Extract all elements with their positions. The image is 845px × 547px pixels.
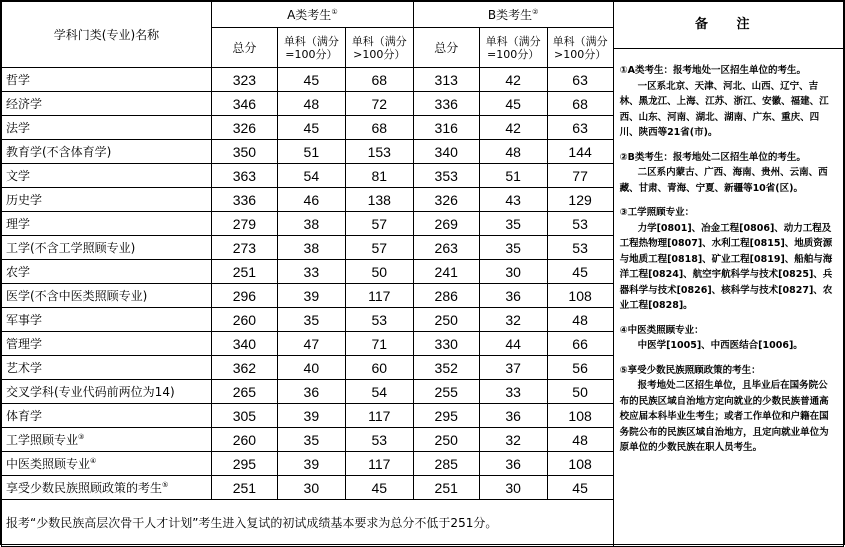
subject-name: 文学: [2, 164, 212, 188]
a-single-over-100-cell: 72: [345, 92, 413, 116]
b-total-cell: 340: [413, 140, 479, 164]
b-total-cell: 263: [413, 236, 479, 260]
a-total-cell: 346: [211, 92, 277, 116]
a-single-over-100-cell: 138: [345, 188, 413, 212]
b-single-over-100-cell: 68: [547, 92, 613, 116]
a-single-over-100-cell: 68: [345, 116, 413, 140]
a-total-cell: 251: [211, 476, 277, 500]
note-3-body: 力学[0801]、冶金工程[0806]、动力工程及工程热物理[0807]、水利工程[0815]、地质资源与地质工程[0818]、矿业工程[0819]、船舶与海洋工程[0824]、航空宇航科学与技术[0825]、兵器科学与技术[0826]、核科学与技术[0827]、农业工程[0828]。: [619, 222, 833, 311]
subject-name: 艺术学: [2, 356, 212, 380]
b-single-over-100-cell: 48: [547, 308, 613, 332]
a-single-100-cell: 39: [277, 452, 345, 476]
subject-name: 历史学: [2, 188, 212, 212]
a-single-100-cell: 35: [277, 308, 345, 332]
notes-header: 备 注: [614, 2, 843, 49]
a-single-over-100-cell: 81: [345, 164, 413, 188]
a-total-cell: 340: [211, 332, 277, 356]
a-single-100-header: 单科（满分=100分）: [277, 28, 345, 68]
a-single-over-100-cell: 60: [345, 356, 413, 380]
b-single-over-100-cell: 45: [547, 476, 613, 500]
subject-name: 经济学: [2, 92, 212, 116]
b-single-100-cell: 44: [479, 332, 547, 356]
a-total-cell: 296: [211, 284, 277, 308]
a-total-cell: 336: [211, 188, 277, 212]
b-single-100-header: 单科（满分=100分）: [479, 28, 547, 68]
b-single-100-cell: 37: [479, 356, 547, 380]
a-single-100-cell: 46: [277, 188, 345, 212]
subject-name: 军事学: [2, 308, 212, 332]
b-single-100-cell: 33: [479, 380, 547, 404]
a-single-100-cell: 39: [277, 284, 345, 308]
a-single-100-cell: 39: [277, 404, 345, 428]
subject-name: 教育学(不含体育学): [2, 140, 212, 164]
note-2-title: ②B类考生：报考地处二区招生单位的考生。: [619, 151, 806, 163]
b-single-100-cell: 30: [479, 476, 547, 500]
b-single-over-100-cell: 77: [547, 164, 613, 188]
score-table: [1, 1, 844, 547]
a-total-cell: 279: [211, 212, 277, 236]
a-single-100-cell: 45: [277, 68, 345, 92]
a-single-100-cell: 51: [277, 140, 345, 164]
a-single-100-cell: 45: [277, 116, 345, 140]
a-total-cell: 326: [211, 116, 277, 140]
note-5-body: 报考地处二区招生单位，且毕业后在国务院公布的民族区域自治地方定向就业的少数民族普通高校应届本科毕业生考生；或者工作单位和户籍在国务院公布的民族区域自治地方，且定向就业单位为原单位的少数民族在职人员考生。: [619, 380, 829, 453]
b-single-over-100-cell: 53: [547, 212, 613, 236]
note-3-title: ③工学照顾专业：: [619, 207, 695, 218]
a-total-cell: 363: [211, 164, 277, 188]
b-total-cell: 250: [413, 308, 479, 332]
subject-name: 工学(不含工学照顾专业): [2, 236, 212, 260]
a-total-cell: 305: [211, 404, 277, 428]
b-total-header: 总分: [413, 28, 479, 68]
a-total-header: 总分: [211, 28, 277, 68]
b-total-cell: 352: [413, 356, 479, 380]
b-single-100-cell: 35: [479, 236, 547, 260]
b-total-cell: 326: [413, 188, 479, 212]
a-total-cell: 251: [211, 260, 277, 284]
b-total-cell: 286: [413, 284, 479, 308]
subject-name: 医学(不含中医类照顾专业): [2, 284, 212, 308]
b-single-over-100-cell: 66: [547, 332, 613, 356]
b-single-100-cell: 32: [479, 428, 547, 452]
b-total-cell: 250: [413, 428, 479, 452]
notes-column: [613, 2, 843, 547]
b-single-over-100-cell: 48: [547, 428, 613, 452]
subject-name: 理学: [2, 212, 212, 236]
b-total-cell: 255: [413, 380, 479, 404]
a-total-cell: 273: [211, 236, 277, 260]
a-single-100-cell: 38: [277, 236, 345, 260]
a-total-cell: 265: [211, 380, 277, 404]
subject-name: 享受少数民族照顾政策的考生⑤: [2, 476, 212, 500]
b-single-100-cell: 36: [479, 404, 547, 428]
group-b-header: B类考生②: [413, 2, 613, 28]
b-total-cell: 285: [413, 452, 479, 476]
b-single-over-100-cell: 63: [547, 116, 613, 140]
footer-note: 报考“少数民族高层次骨干人才计划”考生进入复试的初试成绩基本要求为总分不低于251分。: [2, 500, 614, 547]
b-total-cell: 313: [413, 68, 479, 92]
subject-column-header: 学科门类(专业)名称: [2, 2, 212, 68]
a-total-cell: 260: [211, 308, 277, 332]
a-single-over-100-cell: 153: [345, 140, 413, 164]
b-single-over-100-cell: 108: [547, 284, 613, 308]
b-single-100-cell: 43: [479, 188, 547, 212]
a-single-100-cell: 48: [277, 92, 345, 116]
a-total-cell: 362: [211, 356, 277, 380]
b-single-100-cell: 42: [479, 116, 547, 140]
group-a-header: A类考生①: [211, 2, 413, 28]
subject-name: 交叉学科(专业代码前两位为14): [2, 380, 212, 404]
b-total-cell: 241: [413, 260, 479, 284]
note-tcm: [620, 323, 837, 354]
a-single-over-100-cell: 68: [345, 68, 413, 92]
subject-name: 哲学: [2, 68, 212, 92]
note-5-title: ⑤享受少数民族照顾政策的考生：: [619, 364, 761, 376]
a-single-100-cell: 40: [277, 356, 345, 380]
b-single-over-100-cell: 53: [547, 236, 613, 260]
note-engineering: [620, 205, 837, 314]
b-single-100-cell: 36: [479, 284, 547, 308]
b-total-cell: 316: [413, 116, 479, 140]
b-single-100-cell: 30: [479, 260, 547, 284]
note-1-title: ①A类考生：报考地处一区招生单位的考生。: [619, 65, 806, 76]
b-total-cell: 353: [413, 164, 479, 188]
b-single-100-cell: 45: [479, 92, 547, 116]
b-total-cell: 295: [413, 404, 479, 428]
b-single-over-100-cell: 56: [547, 356, 613, 380]
b-single-100-cell: 35: [479, 212, 547, 236]
a-single-over-100-cell: 117: [345, 452, 413, 476]
a-single-100-cell: 38: [277, 212, 345, 236]
b-single-over-100-header: 单科（满分>100分）: [547, 28, 613, 68]
a-single-over-100-cell: 117: [345, 284, 413, 308]
b-single-100-cell: 36: [479, 452, 547, 476]
b-single-over-100-cell: 45: [547, 260, 613, 284]
a-single-100-cell: 33: [277, 260, 345, 284]
a-single-over-100-cell: 57: [345, 212, 413, 236]
b-single-100-cell: 48: [479, 140, 547, 164]
a-total-cell: 260: [211, 428, 277, 452]
a-single-100-cell: 47: [277, 332, 345, 356]
a-single-over-100-cell: 50: [345, 260, 413, 284]
a-single-over-100-cell: 57: [345, 236, 413, 260]
a-single-over-100-cell: 54: [345, 380, 413, 404]
a-single-100-cell: 30: [277, 476, 345, 500]
subject-name: 体育学: [2, 404, 212, 428]
b-total-cell: 336: [413, 92, 479, 116]
subject-name: 中医类照顾专业④: [2, 452, 212, 476]
note-4-title: ④中医类照顾专业：: [619, 324, 704, 336]
a-total-cell: 350: [211, 140, 277, 164]
b-total-cell: 330: [413, 332, 479, 356]
a-total-cell: 323: [211, 68, 277, 92]
b-total-cell: 269: [413, 212, 479, 236]
b-single-over-100-cell: 108: [547, 404, 613, 428]
note-1-body: 一区系北京、天津、河北、山西、辽宁、吉林、黑龙江、上海、江苏、浙江、安徽、福建、江西、山东、河南、湖北、湖南、广东、重庆、四川、陕西等21省(市)。: [619, 80, 829, 138]
b-single-100-cell: 42: [479, 68, 547, 92]
b-single-100-cell: 32: [479, 308, 547, 332]
note-minority: [620, 363, 837, 456]
a-single-100-cell: 36: [277, 380, 345, 404]
a-single-over-100-cell: 117: [345, 404, 413, 428]
a-single-over-100-header: 单科（满分>100分）: [345, 28, 413, 68]
b-single-over-100-cell: 63: [547, 68, 613, 92]
note-group-b: [620, 150, 837, 197]
b-single-over-100-cell: 108: [547, 452, 613, 476]
a-single-over-100-cell: 53: [345, 428, 413, 452]
subject-name: 农学: [2, 260, 212, 284]
b-total-cell: 251: [413, 476, 479, 500]
b-single-over-100-cell: 50: [547, 380, 613, 404]
b-single-over-100-cell: 144: [547, 140, 613, 164]
subject-name: 法学: [2, 116, 212, 140]
note-2-body: 二区系内蒙古、广西、海南、贵州、云南、西藏、甘肃、青海、宁夏、新疆等10省(区)。: [619, 167, 828, 194]
note-group-a: [620, 63, 837, 141]
note-4-body: 中医学[1005]、中西医结合[1006]。: [637, 340, 803, 351]
subject-name: 管理学: [2, 332, 212, 356]
a-total-cell: 295: [211, 452, 277, 476]
a-single-over-100-cell: 71: [345, 332, 413, 356]
a-single-over-100-cell: 53: [345, 308, 413, 332]
subject-name: 工学照顾专业③: [2, 428, 212, 452]
a-single-over-100-cell: 45: [345, 476, 413, 500]
b-single-over-100-cell: 129: [547, 188, 613, 212]
b-single-100-cell: 51: [479, 164, 547, 188]
a-single-100-cell: 35: [277, 428, 345, 452]
a-single-100-cell: 54: [277, 164, 345, 188]
